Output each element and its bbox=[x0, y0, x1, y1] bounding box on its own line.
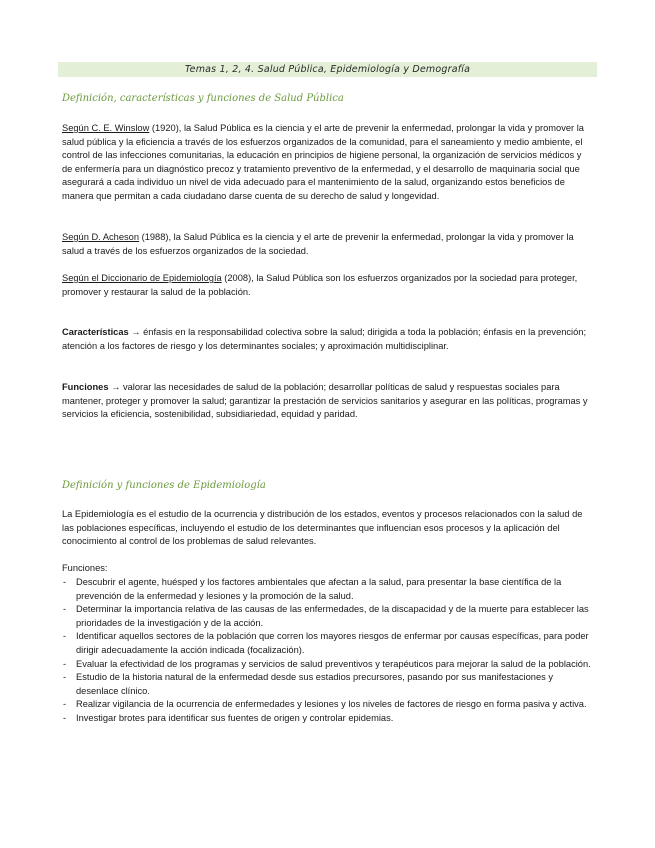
winslow-author: Según C. E. Winslow bbox=[62, 123, 150, 133]
winslow-text: (1920), la Salud Pública es la ciencia y el arte de prevenir la enfermedad, prolongar la vida y promover la salud pública y la eficiencia a través de los esfuerzos organizados de la comunidad, para el saneamiento y medio ambiente, el control de las infecciones comunitarias, la educación en principios de higiene personal, la organización de servicios médicos y de enfermería para un diagnóstico precoz y tratamiento preventivo de la enfermedad, y el desarrollo de maquinaria social que asegurará a cada individuo un nivel de vida adecuado para el mantenimiento de la salud, organizando estos beneficios de manera que permitan a cada ciudadano darse cuenta de su derecho de salud y longevidad. bbox=[62, 123, 584, 201]
funciones-label: Funciones bbox=[62, 382, 109, 392]
section-title-epidemiology: Definición y funciones de Epidemiología bbox=[62, 480, 266, 491]
acheson-author: Según D. Acheson bbox=[62, 232, 140, 242]
acheson-definition bbox=[62, 231, 594, 258]
caracteristicas-text: → énfasis en la responsabilidad colectiva sobre la salud; dirigida a toda la población; énfasis en la prevención; atención a los factores de riesgo y los determinantes sociales; y aproximación multidisciplinar. bbox=[62, 327, 587, 351]
funciones-text: → valorar las necesidades de salud de la población; desarrollar políticas de salud y respuestas sociales para mantener, proteger y promover la salud; garantizar la prestación de servicios sanitarios y asegurar en las políticas, programas y servicios la eficiencia, sostenibilidad, subsidiariedad, equidad y paridad. bbox=[62, 382, 588, 420]
diccionario-author: Según el Diccionario de Epidemiología bbox=[62, 273, 222, 283]
list-item: - Realizar vigilancia de la ocurrencia de enfermedades y lesiones y los niveles de factores de riesgo en forma pasiva y activa. bbox=[62, 698, 594, 712]
list-item: - Evaluar la efectividad de los programas y servicios de salud preventivos y terapéuticos para mejorar la salud de la población. bbox=[62, 658, 594, 672]
section-title-public-health: Definición, características y funciones de Salud Pública bbox=[62, 93, 344, 104]
diccionario-text: (2008), la Salud Pública son los esfuerzos organizados por la sociedad para proteger, promover y restaurar la salud de la población. bbox=[62, 273, 578, 297]
list-item: - Estudio de la historia natural de la enfermedad desde sus estadios precursores, pasando por sus manifestaciones y desenlace clínico. bbox=[62, 671, 594, 698]
functions-list bbox=[62, 576, 594, 726]
header-banner bbox=[58, 62, 597, 77]
list-item: - Investigar brotes para identificar sus fuentes de origen y controlar epidemias. bbox=[62, 712, 594, 726]
winslow-definition bbox=[62, 122, 594, 204]
list-item: - Descubrir el agente, huésped y los factores ambientales que afectan a la salud, para presentar la base científica de la prevención de la enfermedad y lesiones y la promoción de la salud. bbox=[62, 576, 594, 603]
page-title: Temas 1, 2, 4. Salud Pública, Epidemiología y Demografía bbox=[184, 64, 471, 75]
functions-title: Funciones: bbox=[62, 563, 108, 573]
caracteristicas-paragraph bbox=[62, 326, 594, 353]
caracteristicas-label: Características bbox=[62, 327, 129, 337]
funciones-paragraph bbox=[62, 381, 594, 422]
list-item: - Identificar aquellos sectores de la población que corren los mayores riesgos de enfermar por causas específicas, para poder dirigir adecuadamente la acción indicada (focalización). bbox=[62, 630, 594, 657]
list-item: - Determinar la importancia relativa de las causas de las enfermedades, de la discapacidad y de la muerte para establecer las prioridades de la investigación y de la acción. bbox=[62, 603, 594, 630]
acheson-text: (1988), la Salud Pública es la ciencia y el arte de prevenir la enfermedad, prolongar la vida y promover la salud a través de los esfuerzos organizados de la sociedad. bbox=[62, 232, 574, 256]
diccionario-definition bbox=[62, 272, 594, 299]
epidemiology-definition: La Epidemiología es el estudio de la ocurrencia y distribución de los estados, eventos y procesos relacionados con la salud de las poblaciones específicas, incluyendo el estudio de los determinantes que influencian esos procesos y la aplicación del conocimiento al control de los problemas de salud relevantes. bbox=[62, 509, 583, 547]
